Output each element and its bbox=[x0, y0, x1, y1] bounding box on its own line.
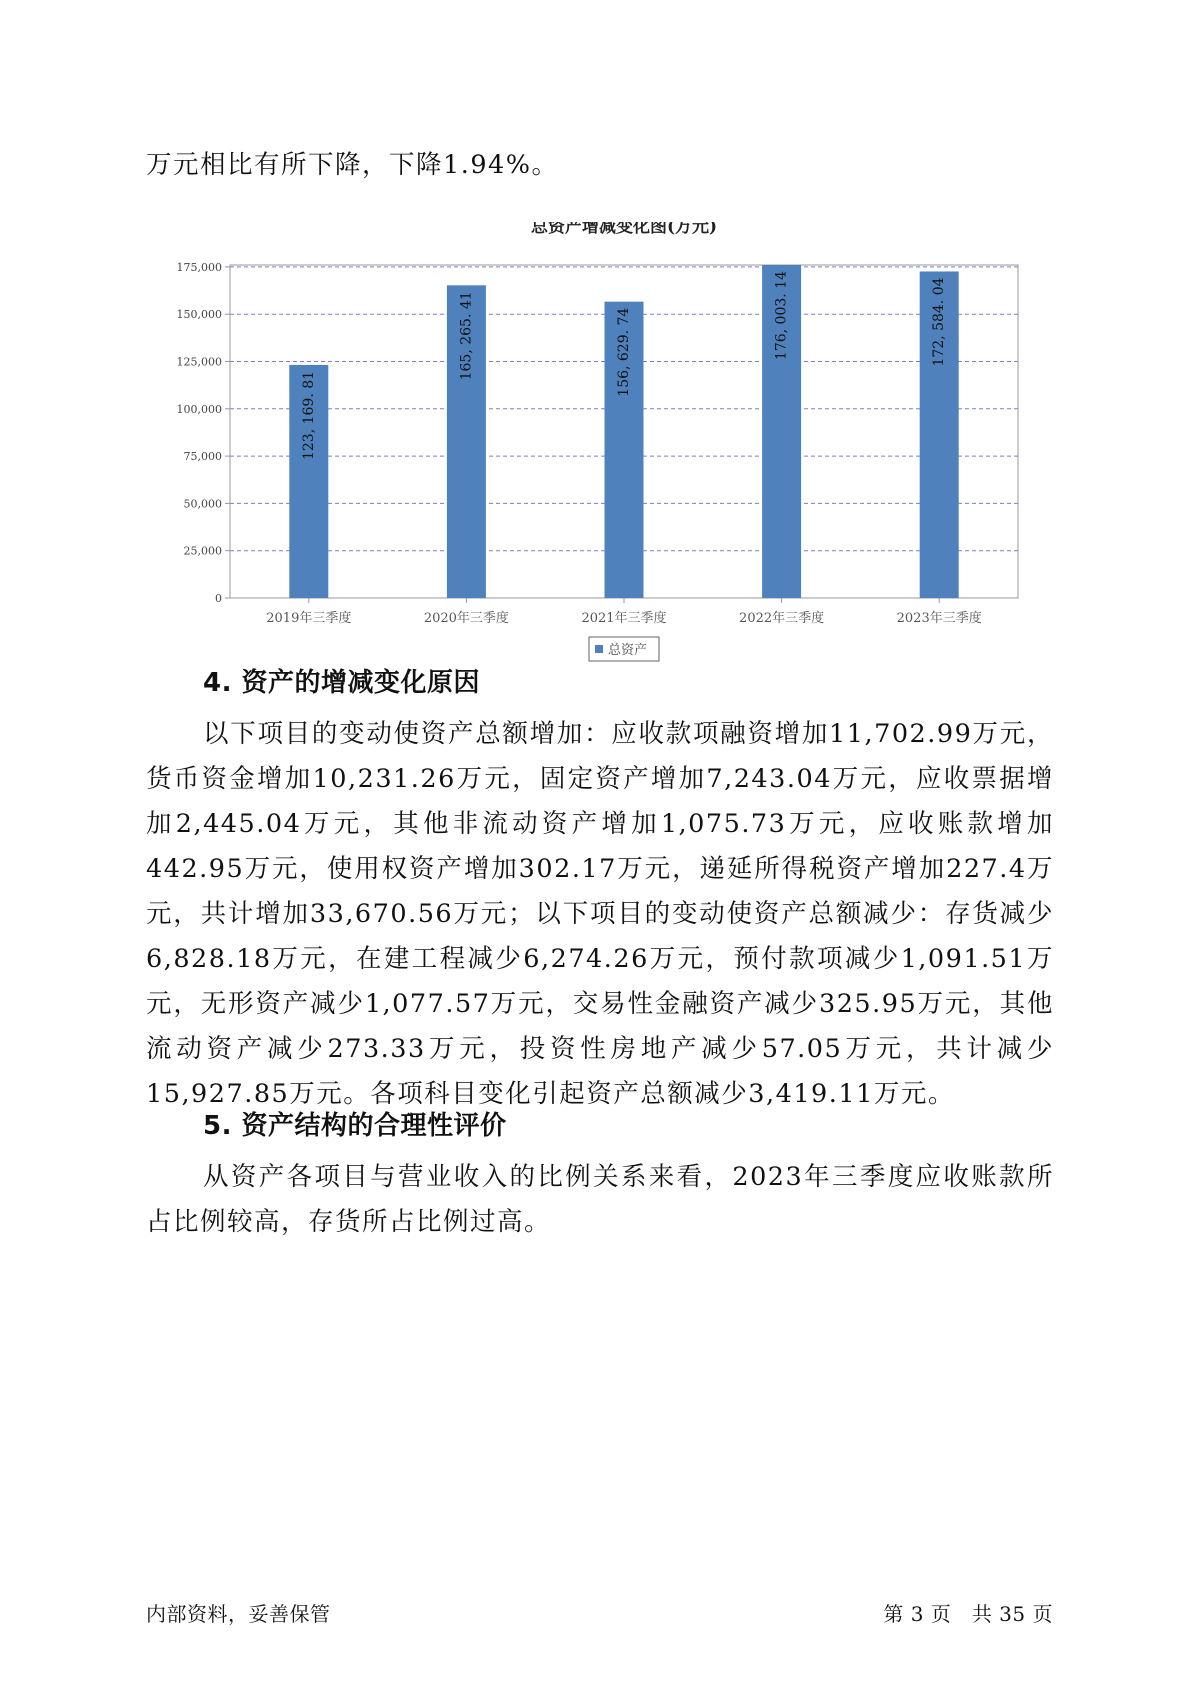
y-tick-label: 25,000 bbox=[183, 544, 222, 558]
paragraph-continued: 万元相比有所下降，下降1.94%。 bbox=[146, 150, 559, 180]
y-tick-label: 50,000 bbox=[183, 497, 222, 511]
y-tick-label: 150,000 bbox=[176, 308, 222, 322]
x-tick-label: 2023年三季度 bbox=[896, 611, 982, 626]
footer-page-number: 第 3 页 共 35 页 bbox=[883, 1602, 1053, 1626]
y-tick-label: 175,000 bbox=[176, 260, 222, 274]
legend-label: 总资产 bbox=[608, 643, 648, 658]
bar-chart bbox=[150, 222, 1050, 682]
data-label: 156, 629. 74 bbox=[616, 307, 632, 397]
section-5-heading: 5. 资产结构的合理性评价 bbox=[203, 1111, 507, 1141]
legend-swatch bbox=[595, 645, 603, 653]
footer-confidential: 内部资料，妥善保管 bbox=[146, 1602, 331, 1626]
section-5-body: 从资产各项目与营业收入的比例关系来看，2023年三季度应收账款所占比例较高，存货所占比例过高。 bbox=[146, 1162, 1054, 1237]
y-tick-label: 0 bbox=[215, 592, 222, 605]
y-tick-label: 75,000 bbox=[183, 450, 222, 464]
data-label: 176, 003. 14 bbox=[773, 271, 790, 361]
chart-title: 总资产增减变化图(万元) bbox=[530, 222, 718, 237]
x-tick-label: 2021年三季度 bbox=[581, 611, 667, 626]
data-label: 123, 169. 81 bbox=[300, 370, 317, 461]
data-label: 172, 584. 04 bbox=[931, 277, 948, 367]
section-4-body: 以下项目的变动使资产总额增加：应收款项融资增加11,702.99万元，货币资金增加10,231.26万元，固定资产增加7,243.04万元，应收票据增加2,445.04万元，其他非流动资产增加1,075.73万元，应收账款增加442.95万元，使用权资产增加302.17万元，递延所得税资产增加227.4万元，共计增加33,670.56万元；以下项目的变动使资产总额减少：存货减少6,828.18万元，在建工程减少6,274.26万元，预付款项减少1,091.51万元，无形资产减少1,077.57万元，交易性金融资产减少325.95万元，其他流动资产减少273.33万元，投资性房地产减少57.05万元，共计减少15,927.85万元。各项科目变化引起资产总额减少3,419.11万元。 bbox=[146, 719, 1054, 1109]
x-tick-label: 2022年三季度 bbox=[739, 611, 825, 626]
total-assets-chart bbox=[150, 222, 1050, 682]
section-4-heading: 4. 资产的增减变化原因 bbox=[203, 668, 481, 698]
y-tick-label: 100,000 bbox=[176, 402, 222, 416]
x-tick-label: 2019年三季度 bbox=[266, 611, 352, 626]
x-tick-label: 2020年三季度 bbox=[423, 611, 509, 626]
y-tick-label: 125,000 bbox=[176, 355, 222, 369]
data-label: 165, 265. 41 bbox=[458, 291, 475, 381]
